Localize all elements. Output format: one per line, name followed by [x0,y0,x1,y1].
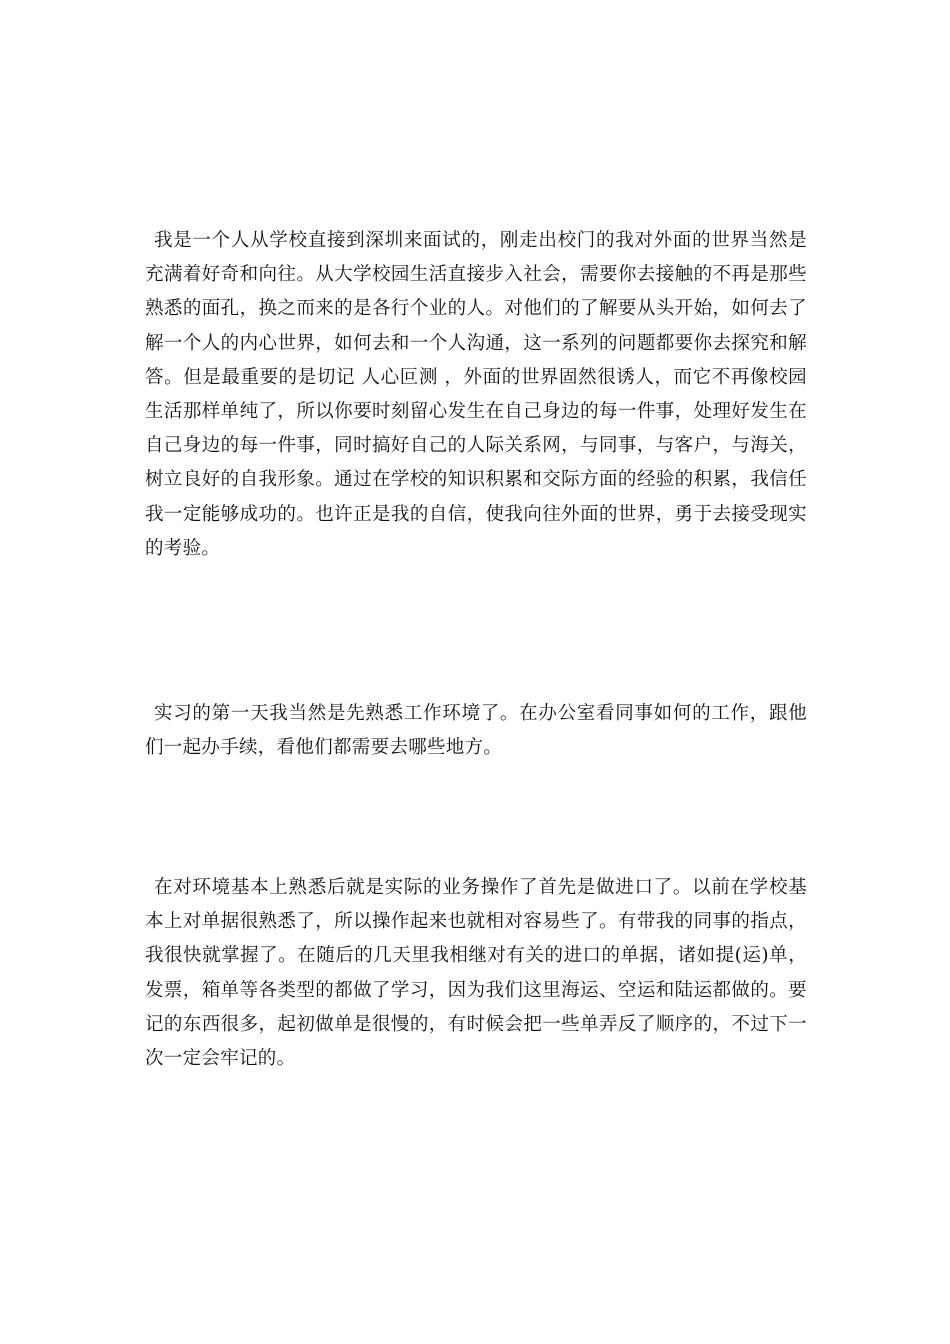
paragraph-1: 我是一个人从学校直接到深圳来面试的，刚走出校门的我对外面的世界当然是充满着好奇和向往。从大学校园生活直接步入社会，需要你去接触的不再是那些熟悉的面孔，换之而来的是各行个业的人。对他们的了解要从头开始，如何去了解一个人的内心世界，如何去和一个人沟通，这一系列的问题都要你去探究和解答。但是最重要的是切记 人心叵测 ，外面的世界固然很诱人，而它不再像校园生活那样单纯了，所以你要时刻留心发生在自己身边的每一件事，处理好发生在自己身边的每一件事，同时搞好自己的人际关系网，与同事，与客户，与海关，树立良好的自我形象。通过在学校的知识积累和交际方面的经验的积累，我信任我一定能够成功的。也许正是我的自信，使我向往外面的世界，勇于去接受现实的考验。 [145,230,807,559]
paragraph-2: 实习的第一天我当然是先熟悉工作环境了。在办公室看同事如何的工作，跟他们一起办手续，看他们都需要去哪些地方。 [145,703,807,759]
paragraph-3: 在对环境基本上熟悉后就是实际的业务操作了首先是做进口了。以前在学校基本上对单据很熟悉了，所以操作起来也就相对容易些了。有带我的同事的指点，我很快就掌握了。在随后的几天里我相继对有关的进口的单据，诸如提(运)单，发票，箱单等各类型的都做了学习，因为我们这里海运、空运和陆运都做的。要记的东西很多，起初做单是很慢的，有时候会把一些单弄反了顺序的，不过下一次一定会牢记的。 [145,877,807,1070]
